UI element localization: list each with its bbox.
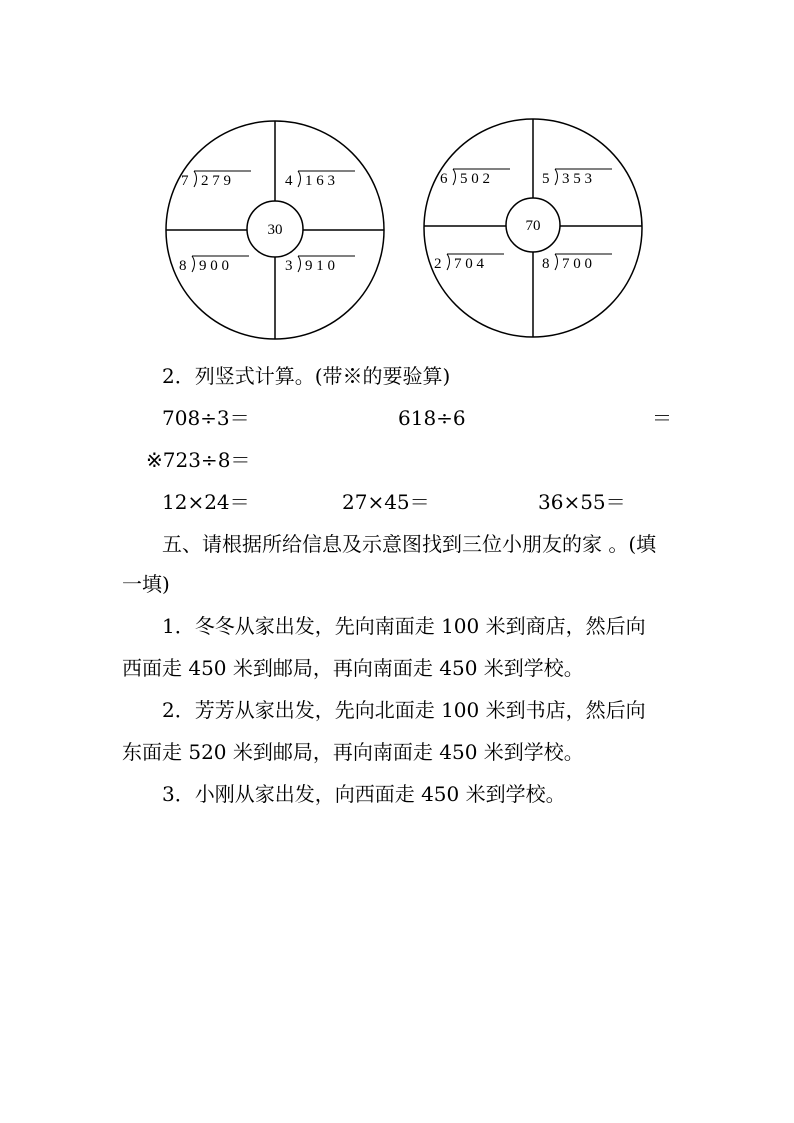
center-number: 70 — [525, 218, 541, 234]
dividend: 1 6 3 — [305, 173, 335, 189]
divisor: 4 — [285, 173, 293, 189]
expr-723-div-8: ※723÷8＝ — [146, 448, 251, 472]
divisor: 7 — [181, 173, 189, 189]
divisor: 3 — [285, 258, 293, 274]
dividend: 7 0 4 — [454, 256, 484, 272]
divisor: 5 — [542, 171, 550, 187]
expr-27-times-45: 27×45＝ — [342, 490, 430, 514]
division-circle-1 — [163, 118, 389, 344]
item-1-line-1: 1．冬冬从家出发，先向南面走 100 米到商店，然后向 — [162, 614, 646, 638]
expr-618-equals: ＝ — [652, 406, 672, 430]
item-2-line-2: 东面走 520 米到邮局，再向南面走 450 米到学校。 — [122, 740, 584, 764]
expr-618-div-6: 618÷6 — [398, 406, 466, 430]
item-2-line-1: 2．芳芳从家出发，先向北面走 100 米到书店，然后向 — [162, 698, 646, 722]
expr-708-div-3: 708÷3＝ — [162, 406, 250, 430]
item-3-line-1: 3．小刚从家出发，向西面走 450 米到学校。 — [162, 782, 566, 806]
expr-36-times-55: 36×55＝ — [538, 490, 626, 514]
division-circle-2 — [421, 116, 647, 342]
center-number: 30 — [267, 222, 283, 238]
dividend: 3 5 3 — [562, 171, 592, 187]
divisor: 6 — [440, 171, 448, 187]
divisor: 8 — [179, 258, 187, 274]
divisor: 2 — [434, 256, 442, 272]
dividend: 9 1 0 — [305, 258, 335, 274]
section-5-heading-cont: 一填) — [122, 572, 170, 596]
expr-12-times-24: 12×24＝ — [162, 490, 250, 514]
dividend: 5 0 2 — [460, 171, 490, 187]
item-1-line-2: 西面走 450 米到邮局，再向南面走 450 米到学校。 — [122, 656, 584, 680]
section-2-heading: 2．列竖式计算。(带※的要验算) — [162, 364, 451, 388]
dividend: 9 0 0 — [199, 258, 229, 274]
divisor: 8 — [542, 256, 550, 272]
section-5-heading: 五、请根据所给信息及示意图找到三位小朋友的家 。(填 — [162, 532, 657, 556]
dividend: 7 0 0 — [562, 256, 592, 272]
dividend: 2 7 9 — [201, 173, 231, 189]
